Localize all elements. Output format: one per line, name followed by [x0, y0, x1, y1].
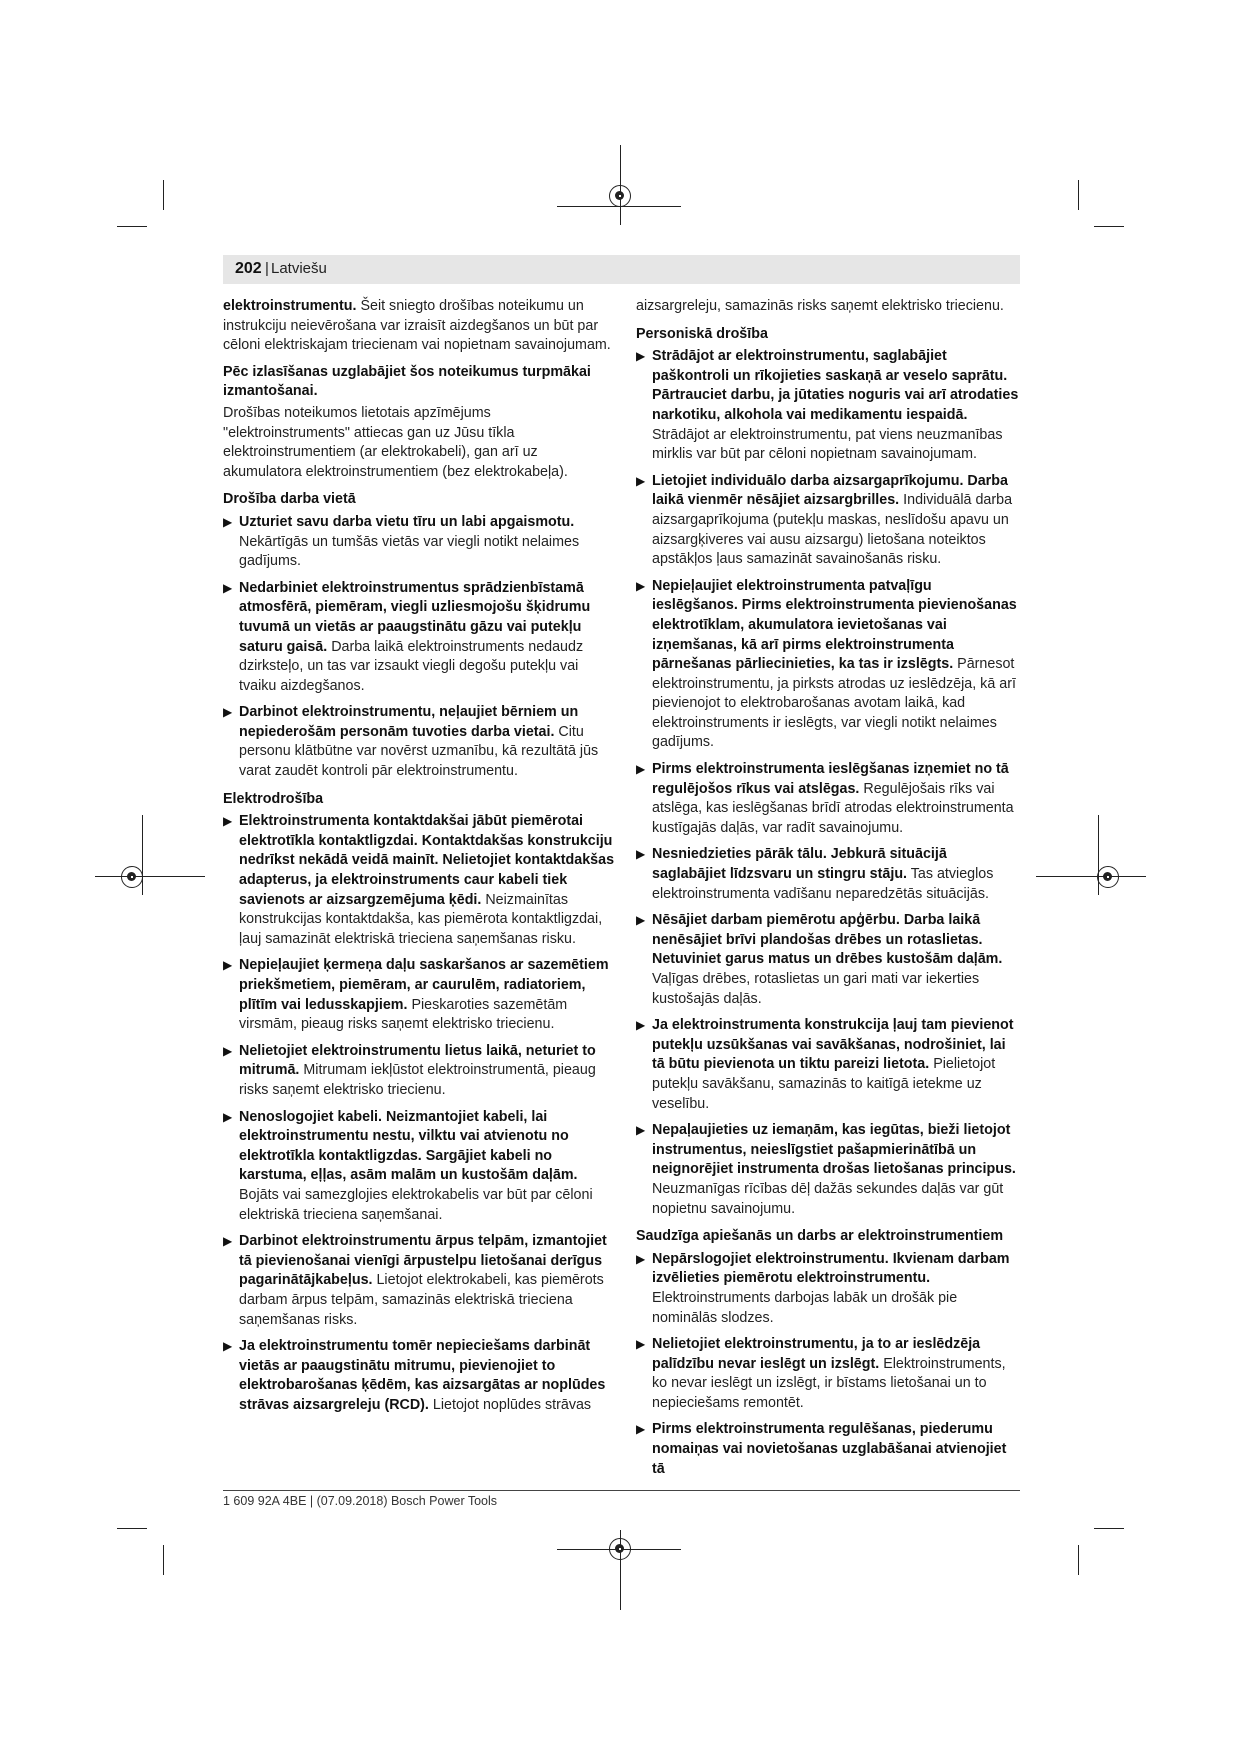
item-text: Pārnesot elektroinstrumentu, ja pirksts atrodas uz ieslēdzēja, kā arī pievienojot to elektrobarošanas avotam laikā, kad elektroinstruments ir ieslēgts, var viegli notikt nelaimes gadījums. [652, 656, 1016, 751]
list-item [636, 1016, 1020, 1114]
crop-mark [1078, 1545, 1079, 1575]
triangle-bullet-icon: ▶ [636, 1337, 646, 1352]
electrical-list [223, 812, 618, 1415]
crop-mark [117, 226, 147, 227]
item-text: Vaļīgas drēbes, rotaslietas un gari mati var iekerties kustošajās daļās. [652, 971, 980, 1007]
intro-paragraph [223, 297, 618, 356]
triangle-bullet-icon: ▶ [636, 1422, 646, 1437]
item-text: Neuzmanīgas rīcības dēļ dažās sekundes daļās var gūt nopietnu savainojumu. [652, 1180, 1004, 1217]
item-text: Elektroinstruments, ko nevar ieslēgt un izslēgt, ir bīstams lietošanai un to nepieciešams remontēt. [652, 1355, 1006, 1411]
page-number: 202 [235, 260, 262, 277]
item-bold: Nesniedzieties pārāk tālu. Jebkurā situācijā saglabājiet līdzsvaru un stingru stāju. [652, 846, 947, 883]
triangle-bullet-icon: ▶ [636, 578, 646, 593]
section-heading-electrical: Elektrodrošība [223, 790, 324, 807]
item-bold: Ja elektroinstrumenta konstrukcija ļauj tam pievienot putekļu uzsūkšanas vai savākšanas, nodrošiniet, lai tā būtu pievienota un tiktu pareizi lietota. [652, 1017, 1014, 1073]
item-bold: Nepaļaujieties uz iemaņām, kas iegūtas, bieži lietojot instrumentus, neieslīgstiet pašapmierinātībā un neignorējiet instrumenta drošas lietošanas principus. [652, 1122, 1016, 1178]
item-bold: Nelietojiet elektroinstrumentu, ja to ar ieslēdzēja palīdzību nevar ieslēgt un izslēgt. [652, 1336, 981, 1372]
triangle-bullet-icon: ▶ [636, 1123, 646, 1138]
personal-list [636, 347, 1020, 1219]
registration-mark-icon [609, 1538, 631, 1560]
item-bold: Nepieļaujiet elektroinstrumenta patvaļīgu ieslēgšanos. Pirms elektroinstrumenta pievienošanas elektrotīklam, akumulatora ievietošanas vai izņemšanas, kā arī pirms elektroinstrumenta pārnešanas pārliecinieties, ka tas ir izslēgts. [652, 577, 1017, 673]
list-item [223, 1042, 618, 1101]
footer-rule [223, 1490, 1020, 1491]
triangle-bullet-icon: ▶ [223, 580, 233, 595]
item-text: Regulējošais rīks vai atslēga, kas ieslēgšanas brīdī atrodas elektroinstrumenta kustīgajās daļās, var radīt savainojumu. [652, 780, 1014, 836]
triangle-bullet-icon: ▶ [223, 1234, 233, 1249]
registration-line [1036, 876, 1146, 877]
item-text: Citu personu klātbūtne var novērst uzmanību, kā rezultātā jūs varat zaudēt kontroli pār elektroinstrumentu. [239, 723, 599, 780]
item-text: Neizmainītas konstrukcijas kontaktdakša, kas piemērota kontaktligzdai, ļauj samazināt elektriskā trieciena saņemšanas risku. [239, 891, 603, 947]
right-column [636, 297, 1020, 1486]
triangle-bullet-icon: ▶ [223, 958, 233, 973]
item-bold: Nelietojiet elektroinstrumentu lietus laikā, neturiet to mitrumā. [239, 1042, 596, 1079]
careful-use-list [636, 1250, 1020, 1480]
list-item [636, 1335, 1020, 1413]
item-text: Individuālā darba aizsargaprīkojuma (putekļu maskas, neslīdošu apavu un aizsargķiveres vai ausu aizsargu) lietošana noteiktos apstākļos ļaus samazināt savainošanās risku. [652, 492, 1013, 568]
item-text: Pieskaroties sazemētām virsmām, pieaug risks saņemt elektrisko triecienu. [239, 996, 568, 1033]
list-item [223, 579, 618, 697]
crop-mark [117, 1528, 147, 1529]
list-item [223, 1337, 618, 1415]
triangle-bullet-icon: ▶ [636, 473, 646, 488]
section-heading-careful-use: Saudzīga apiešanās un darbs ar elektroinstrumentiem [636, 1228, 1004, 1245]
triangle-bullet-icon: ▶ [223, 514, 233, 529]
item-text: Elektroinstruments darbojas labāk un drošāk pie nominālās slodzes. [652, 1289, 958, 1326]
list-item [636, 911, 1020, 1009]
list-item [636, 472, 1020, 570]
item-text: Darba laikā elektroinstruments nedaudz dzirksteļo, un tas var izsaukt viegli degošu putekļu vai tvaiku aizdegšanos. [239, 638, 584, 694]
list-item [223, 956, 618, 1034]
keep-notice [223, 363, 618, 402]
item-bold: Nenoslogojiet kabeli. Neizmantojiet kabeli, lai elektroinstrumentu nestu, vilktu vai atvienotu no elektrotīkla kontaktligzdas. Sargājiet kabeli no karstuma, eļļas, asām malām un kustošām daļām. [239, 1108, 578, 1184]
page-footer: 1 609 92A 4BE | (07.09.2018) Bosch Power Tools [223, 1494, 498, 1508]
list-item [223, 513, 618, 572]
continuation-paragraph: aizsargreleju, samazinās risks saņemt elektrisko triecienu. [636, 298, 1004, 314]
crop-mark [1094, 1528, 1124, 1529]
item-bold: Uzturiet savu darba vietu tīru un labi apgaismotu. [239, 513, 575, 530]
list-item [636, 577, 1020, 753]
item-text: Mitrumam iekļūstot elektroinstrumentā, pieaug risks saņemt elektrisko triecienu. [239, 1062, 596, 1098]
item-bold: Lietojiet individuālo darba aizsargaprīkojumu. Darba laikā vienmēr nēsājiet aizsargbrilles. [652, 472, 1008, 509]
keep-notice-text: Pēc izlasīšanas uzglabājiet šos noteikumus turpmākai izmantošanai. [223, 363, 591, 400]
list-item [636, 845, 1020, 904]
item-text: Tas atvieglos elektroinstrumenta vadīšanu neparedzētās situācijās. [652, 866, 994, 902]
list-item [223, 703, 618, 781]
registration-mark-icon [121, 866, 143, 888]
section-heading-workplace: Drošība darba vietā [223, 491, 356, 508]
header-language: Latviešu [271, 260, 327, 277]
intro-bold: elektroinstrumentu. [223, 298, 357, 314]
triangle-bullet-icon: ▶ [636, 349, 646, 364]
item-bold: Pirms elektroinstrumenta ieslēgšanas izņemiet no tā regulējošos rīkus vai atslēgas. [652, 761, 1009, 797]
list-item [223, 1232, 618, 1330]
item-bold: Darbinot elektroinstrumentu, neļaujiet bērniem un nepiederošām personām tuvoties darba vietai. [239, 704, 579, 740]
list-item [636, 760, 1020, 838]
header-separator: | [265, 260, 269, 277]
list-item [636, 1121, 1020, 1219]
item-bold: Ja elektroinstrumentu tomēr nepieciešams darbināt vietās ar paaugstinātu mitrumu, pievienojiet to elektrobarošanas ķēdēm, kas aizsargātas ar noplūdes strāvas aizsargreleju (RCD). [239, 1338, 606, 1413]
item-bold: Nēsājiet darbam piemērotu apģērbu. Darba laikā nenēsājiet brīvi plandošas drēbes un rotaslietas. Netuviniet garus matus un drēbes kustošām daļām. [652, 912, 1003, 968]
item-text: Lietojot elektrokabeli, kas piemērots darbam ārpus telpām, samazinās elektriskā trieciena saņemšanas risks. [239, 1272, 604, 1328]
page-header [223, 255, 1020, 284]
triangle-bullet-icon: ▶ [223, 1043, 233, 1058]
registration-line [95, 876, 205, 877]
triangle-bullet-icon: ▶ [223, 1109, 233, 1124]
intro-text: Šeit sniegto drošības noteikumu un instrukciju neievērošana var izraisīt aizdegšanos un būt par cēloni elektriskajam triecienam vai nopietnam savainojumam. [223, 298, 611, 354]
item-text: Lietojot noplūdes strāvas [432, 1396, 592, 1413]
section-heading-personal: Personiskā drošība [636, 325, 768, 342]
item-bold: Elektroinstrumenta kontaktdakšai jābūt piemērotai elektrotīkla kontaktligzdai. Kontaktdakšas konstrukciju nedrīkst nekādā veidā mainīt. Nelietojiet kontaktdakšas adapterus, ja elektroinstruments caur kabeli tiek savienots ar aizsargzemējuma ķēdi. [239, 813, 615, 908]
workplace-list [223, 513, 618, 782]
item-text: Nekārtīgās un tumšās vietās var viegli notikt nelaimes gadījums. [239, 533, 580, 570]
registration-mark-icon [609, 185, 631, 207]
triangle-bullet-icon: ▶ [636, 1251, 646, 1266]
list-item [223, 812, 618, 949]
item-bold: Strādājot ar elektroinstrumentu, saglabājiet paškontroli un rīkojieties saskaņā ar veselo saprātu. Pārtrauciet darbu, ja jūtaties noguris vai arī atrodaties narkotiku, alkohola vai medikamentu iespaidā. [652, 348, 1019, 423]
triangle-bullet-icon: ▶ [636, 1018, 646, 1033]
item-text: Pielietojot putekļu savākšanu, samazinās to kaitīgā ietekme uz veselību. [652, 1056, 996, 1112]
list-item [636, 1250, 1020, 1328]
crop-mark [1078, 180, 1079, 210]
list-item [636, 1420, 1020, 1479]
triangle-bullet-icon: ▶ [223, 814, 233, 829]
item-bold: Pirms elektroinstrumenta regulēšanas, piederumu nomaiņas vai novietošanas uzglabāšanai atvienojiet tā [652, 1421, 1007, 1477]
item-bold: Nepārslogojiet elektroinstrumentu. Ikvienam darbam izvēlieties piemērotu elektroinstrumentu. [652, 1250, 1010, 1287]
list-item [636, 347, 1020, 465]
crop-mark [163, 180, 164, 210]
registration-line [142, 815, 143, 895]
crop-mark [163, 1545, 164, 1575]
triangle-bullet-icon: ▶ [636, 847, 646, 862]
item-bold: Nedarbiniet elektroinstrumentus sprādzienbīstamā atmosfērā, piemēram, viegli uzliesmojošu šķidrumu tuvumā un vietās ar paaugstinātu gāzu vai putekļu saturu gaisā. [239, 579, 591, 655]
left-column [223, 297, 618, 1422]
triangle-bullet-icon: ▶ [636, 913, 646, 928]
registration-mark-icon [1097, 866, 1119, 888]
item-text: Bojāts vai samezglojies elektrokabelis var būt par cēloni elektriskā trieciena saņemšanai. [239, 1186, 593, 1223]
definition-paragraph: Drošības noteikumos lietotais apzīmējums "elektroinstruments" attiecas gan uz Jūsu tīkla elektroinstrumentiem (ar elektrokabeli), gan arī uz akumulatora elektroinstrumentiem (bez elektrokabeļa). [223, 404, 568, 480]
item-bold: Darbinot elektroinstrumentu ārpus telpām, izmantojiet tā pievienošanai vienīgi ārpustelpu lietošanai derīgus pagarinātājkabeļus. [239, 1233, 607, 1289]
item-bold: Nepieļaujiet ķermeņa daļu saskaršanos ar sazemētiem priekšmetiem, piemēram, ar caurulēm, radiatoriem, plītīm vai ledusskapjiem. [239, 957, 609, 1013]
item-text: Strādājot ar elektroinstrumentu, pat viens neuzmanības mirklis var būt par cēloni nopietnam savainojumam. [652, 426, 1003, 463]
list-item [223, 1108, 618, 1226]
triangle-bullet-icon: ▶ [223, 705, 233, 720]
triangle-bullet-icon: ▶ [636, 762, 646, 777]
triangle-bullet-icon: ▶ [223, 1339, 233, 1354]
crop-mark [1094, 226, 1124, 227]
